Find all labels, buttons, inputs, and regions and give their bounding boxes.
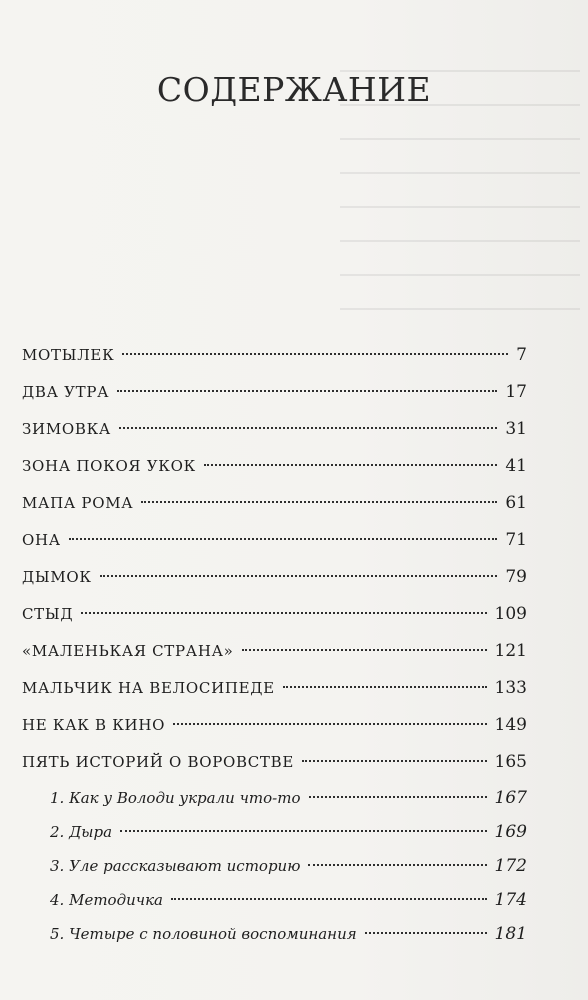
dot-leader (69, 538, 498, 540)
toc-entry-title: НЕ КАК В КИНО (22, 716, 166, 734)
toc-subentry-page: 172 (494, 856, 527, 876)
toc-entry-title: ЗОНА ПОКОЯ УКОК (22, 457, 196, 475)
dot-leader (283, 686, 487, 688)
toc-entry (22, 337, 527, 374)
dot-leader (204, 464, 497, 466)
toc-entry-title: «МАЛЕНЬКАЯ СТРАНА» (22, 642, 234, 660)
toc-subentry (22, 883, 527, 917)
toc-entry (22, 707, 527, 744)
toc-entry-page: 71 (505, 530, 527, 550)
toc-entry-page: 41 (505, 456, 527, 476)
toc-entry-page: 165 (494, 752, 527, 772)
toc-entry (22, 485, 527, 522)
toc-entry-page: 7 (516, 345, 527, 365)
toc-entry-page: 61 (505, 493, 527, 513)
toc-entry (22, 374, 527, 411)
toc-entry (22, 411, 527, 448)
dot-leader (365, 932, 487, 934)
toc-subentry-title: 1. Как у Володи украли что-то (50, 789, 301, 807)
toc-entry-title: ОНА (22, 531, 61, 549)
toc-subentry (22, 917, 527, 951)
dot-leader (120, 830, 487, 832)
dot-leader (171, 898, 487, 900)
toc-subentry (22, 781, 527, 815)
toc-subentry-title: 4. Методичка (50, 891, 163, 909)
toc-entry-title: ДВА УТРА (22, 383, 110, 401)
toc-subentry-title: 2. Дыра (50, 823, 113, 841)
dot-leader (173, 723, 486, 725)
toc-entry (22, 744, 527, 781)
toc-entry-title: ДЫМОК (22, 568, 92, 586)
toc-entry-page: 133 (494, 678, 527, 698)
toc-entry-page: 109 (494, 604, 527, 624)
show-through-text (340, 70, 580, 340)
toc-entry-title: МОТЫЛЕК (22, 346, 115, 364)
toc-entry-title: МАЛЬЧИК НА ВЕЛОСИПЕДЕ (22, 679, 275, 697)
page-title: СОДЕРЖАНИЕ (156, 70, 432, 109)
toc-entry-page: 149 (494, 715, 527, 735)
toc-subentry-title: 3. Уле рассказывают историю (50, 857, 301, 875)
toc-entry-page: 31 (505, 419, 527, 439)
toc-entry (22, 522, 527, 559)
toc-subentry-page: 174 (494, 890, 527, 910)
dot-leader (119, 427, 497, 429)
toc-entry-page: 17 (505, 382, 527, 402)
toc-entry-title: ПЯТЬ ИСТОРИЙ О ВОРОВСТВЕ (22, 753, 295, 771)
dot-leader (100, 575, 498, 577)
toc-entry-title: ЗИМОВКА (22, 420, 111, 438)
toc-entry-page: 79 (505, 567, 527, 587)
toc-entry-title: МАПА РОМА (22, 494, 134, 512)
dot-leader (122, 353, 508, 355)
toc-subentry-page: 181 (494, 924, 527, 944)
dot-leader (309, 796, 487, 798)
toc-entry (22, 670, 527, 707)
toc-entry (22, 596, 527, 633)
dot-leader (242, 649, 487, 651)
toc-subentry-page: 167 (494, 788, 527, 808)
toc-entry-title: СТЫД (22, 605, 74, 623)
toc-entry (22, 633, 527, 670)
toc-subentry (22, 815, 527, 849)
toc-subentry-page: 169 (494, 822, 527, 842)
toc-entry (22, 448, 527, 485)
toc-subentry-title: 5. Четыре с половиной воспоминания (50, 925, 357, 943)
toc-entry (22, 559, 527, 596)
dot-leader (117, 390, 497, 392)
dot-leader (141, 501, 497, 503)
dot-leader (81, 612, 486, 614)
dot-leader (308, 864, 486, 866)
toc-subentry (22, 849, 527, 883)
dot-leader (302, 760, 487, 762)
table-of-contents (22, 337, 527, 951)
toc-entry-page: 121 (494, 641, 527, 661)
